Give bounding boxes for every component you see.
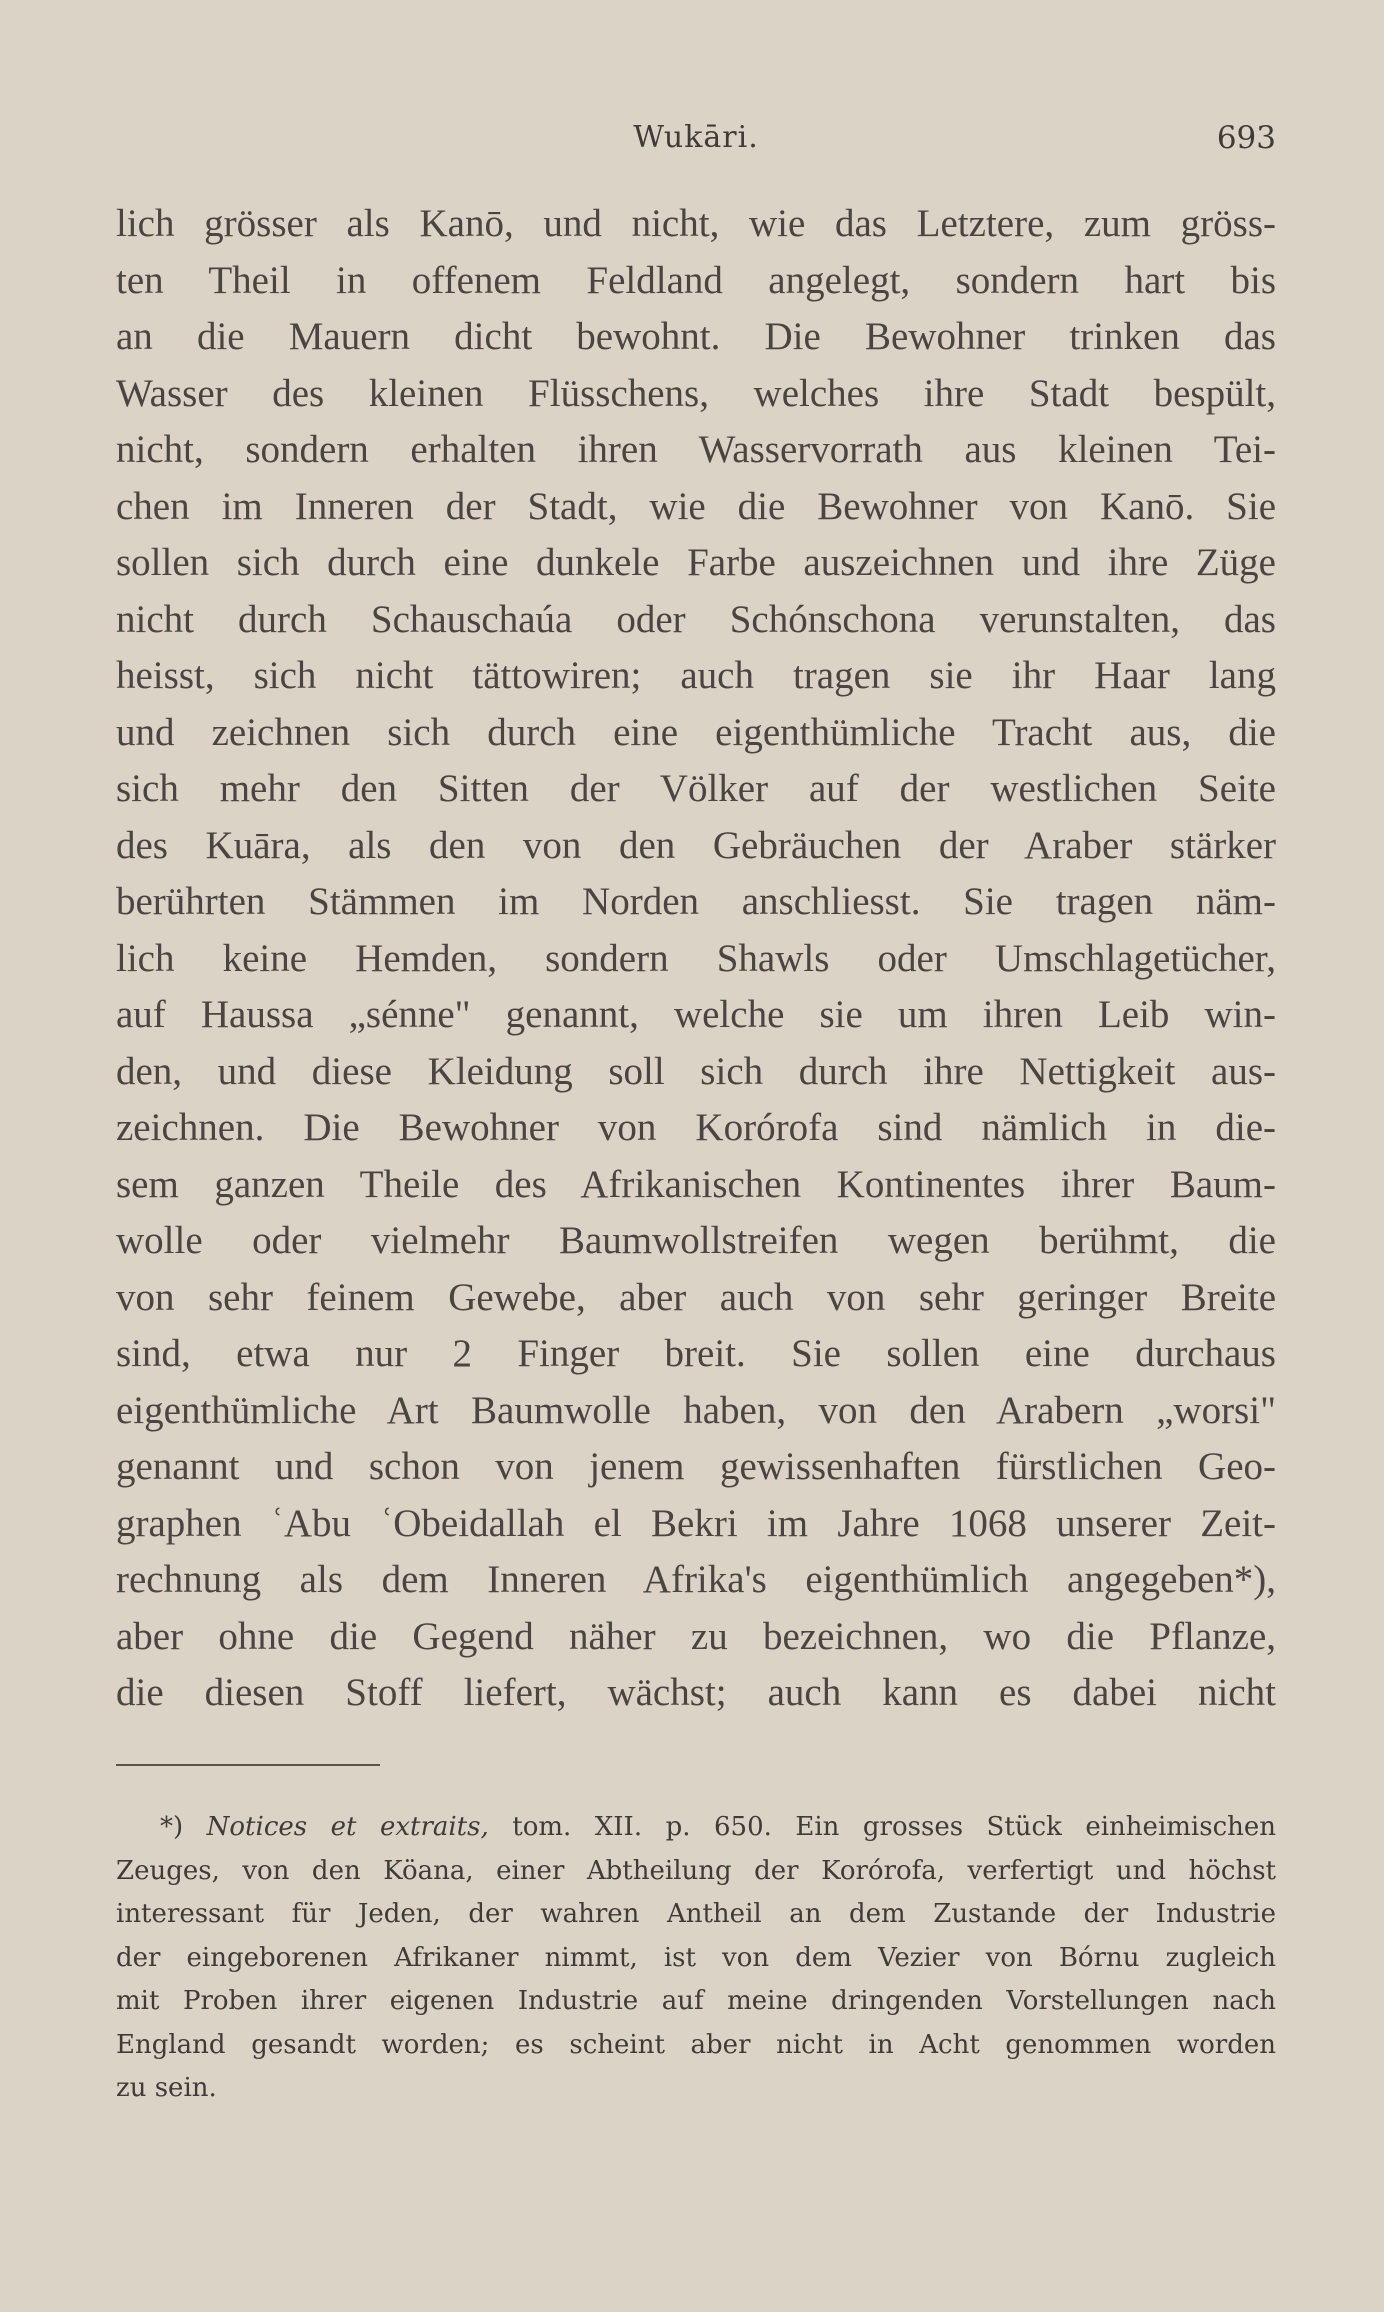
footnote-first-line [116, 1806, 1276, 1850]
text-line: berührten Stämmen im Norden anschliesst. Sie tragen näm- [116, 880, 1276, 923]
text-line: nicht, sondern erhalten ihren Wasservorrath aus kleinen Tei- [116, 428, 1276, 471]
text-line: nicht durch Schauschaúa oder Schónschona verunstalten, das [116, 597, 1276, 641]
text-line: sem ganzen Theile des Afrikanischen Kontinentes ihrer Baum- [116, 1162, 1276, 1206]
text-line: lich keine Hemden, sondern Shawls oder Umschlagetücher, [116, 936, 1276, 980]
text-line: aber ohne die Gegend näher zu bezeichnen, wo die Pflanze, [116, 1614, 1276, 1658]
text-line: den, und diese Kleidung soll sich durch ihre Nettigkeit aus- [116, 1049, 1276, 1093]
text-line: auf Haussa „sénne" genannt, welche sie um ihren Leib win- [116, 993, 1276, 1036]
text-line: die diesen Stoff liefert, wächst; auch kann es dabei nicht [116, 1671, 1276, 1714]
footnote-line: England gesandt worden; es scheint aber nicht in Acht genommen worden [116, 2029, 1276, 2060]
text-line: eigenthümliche Art Baumwolle haben, von den Arabern „worsi" [116, 1388, 1276, 1432]
footnote-line: mit Proben ihrer eigenen Industrie auf meine dringenden Vorstellungen nach [116, 1986, 1276, 2016]
footnote-reference: Notices et extraits, [206, 1812, 489, 1842]
footnote-marker: *) [160, 1812, 184, 1842]
text-line: sollen sich durch eine dunkele Farbe auszeichnen und ihre Züge [116, 541, 1276, 584]
page-number: 693 [1216, 120, 1276, 156]
text-line: ten Theil in offenem Feldland angelegt, sondern hart bis [116, 258, 1276, 302]
footnote-line: zu sein. [116, 2073, 217, 2103]
running-header [116, 120, 1276, 168]
text-line: sind, etwa nur 2 Finger breit. Sie sollen eine durchaus [116, 1332, 1276, 1375]
text-line: von sehr feinem Gewebe, aber auch von sehr geringer Breite [116, 1275, 1276, 1319]
text-line: sich mehr den Sitten der Völker auf der westlichen Seite [116, 767, 1276, 810]
text-line: graphen ʿAbu ʿObeidallah el Bekri im Jahre 1068 unserer Zeit- [116, 1501, 1276, 1545]
footnote-line: interessant für Jeden, der wahren Antheil an dem Zustande der Industrie [116, 1899, 1276, 1929]
text-line: wolle oder vielmehr Baumwollstreifen wegen berühmt, die [116, 1219, 1276, 1262]
text-line: rechnung als dem Inneren Afrika's eigenthümlich angegeben*), [116, 1558, 1276, 1601]
text-line: Wasser des kleinen Flüsschens, welches ihre Stadt bespült, [116, 371, 1276, 415]
footnote-line: der eingeborenen Afrikaner nimmt, ist von dem Vezier von Bórnu zugleich [116, 1942, 1276, 1973]
text-line: und zeichnen sich durch eine eigenthümliche Tracht aus, die [116, 710, 1276, 754]
footnote-line: Zeuges, von den Köana, einer Abtheilung der Korórofa, verfertigt und höchst [116, 1855, 1276, 1886]
main-text [116, 196, 1276, 1722]
text-line: zeichnen. Die Bewohner von Korórofa sind nämlich in die- [116, 1106, 1276, 1149]
text-line: lich grösser als Kanō, und nicht, wie das Letztere, zum gröss- [116, 202, 1276, 245]
footnote-separator [116, 1764, 380, 1766]
text-line: des Kuāra, als den von den Gebräuchen der Araber stärker [116, 823, 1276, 867]
footnote-first-line-text: tom. XII. p. 650. Ein grosses Stück einheimischen [512, 1812, 1276, 1842]
text-line: heisst, sich nicht tättowiren; auch tragen sie ihr Haar lang [116, 654, 1276, 697]
text-line: genannt und schon von jenem gewissenhaften fürstlichen Geo- [116, 1445, 1276, 1488]
text-line: an die Mauern dicht bewohnt. Die Bewohner trinken das [116, 315, 1276, 358]
footnote [116, 1806, 1276, 2111]
running-title: Wukāri. [633, 120, 759, 155]
text-line: chen im Inneren der Stadt, wie die Bewohner von Kanō. Sie [116, 484, 1276, 528]
